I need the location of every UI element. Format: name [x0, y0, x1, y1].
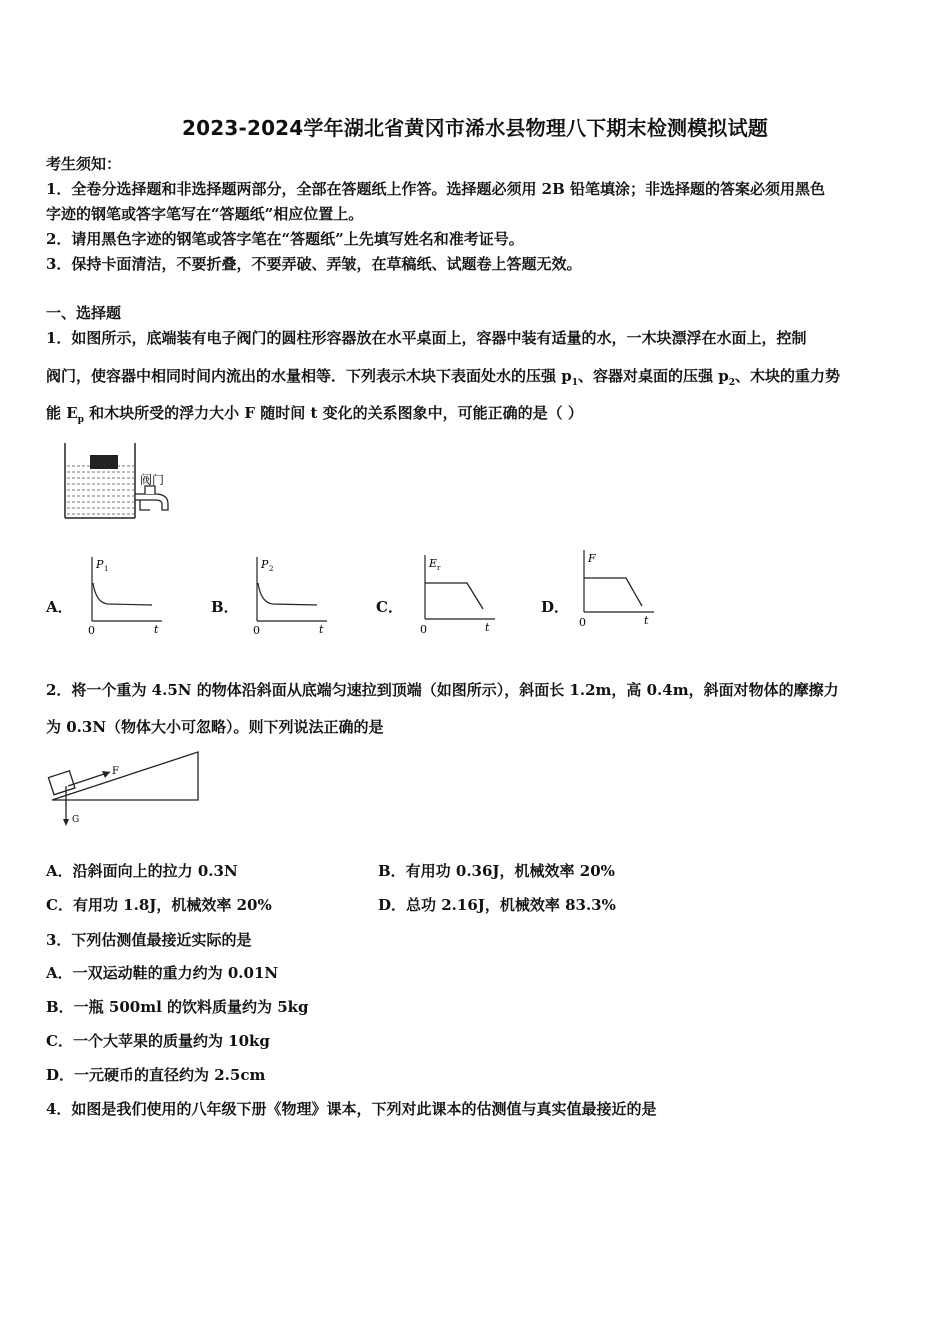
page-title: 2023-2024学年湖北省黄冈市浠水县物理八下期末检测模拟试题 [181, 116, 769, 140]
graph-a-ylabel: P [96, 558, 104, 571]
wood-block [90, 455, 118, 469]
graph-c-ylabel: E [429, 557, 438, 570]
q1-option-a-label: A． [46, 598, 73, 616]
incline-figure [44, 748, 209, 830]
graph-a [82, 555, 172, 637]
q1-line-1: 1．如图所示，底端装有电子阀门的圆柱形容器放在水平桌面上，容器中装有适量的水，一木块漂浮在水面上，控制 [46, 329, 807, 347]
valve-label: 阀门 [140, 473, 165, 487]
graph-d [574, 548, 664, 632]
graph-a-origin: 0 [88, 624, 95, 637]
graph-b-curve [258, 583, 317, 605]
graph-b [247, 555, 337, 637]
q2-option-d: D．总功 2.16J，机械效率 83.3% [378, 896, 616, 914]
q1-option-b-label: B． [211, 598, 239, 616]
graph-a-xlabel: t [154, 623, 159, 636]
q1-line-3: 能 $E_p$ 和木块所受的浮力大小 F 随时间 t 变化的关系图象中，可能正确的是（ ） [46, 404, 583, 425]
incline [52, 752, 198, 800]
graph-a-ysub: 1 [104, 565, 109, 573]
graph-c-xlabel: t [485, 621, 490, 634]
graph-b-ylabel: P [261, 558, 269, 571]
block [48, 771, 74, 795]
notice-line-3: 3．保持卡面清洁，不要折叠，不要弄破、弄皱，在草稿纸、试题卷上答题无效。 [46, 255, 582, 273]
force-label: F [112, 766, 119, 777]
notice-heading: 考生须知： [46, 155, 122, 173]
q2-option-c: C．有用功 1.8J，机械效率 20% [46, 896, 272, 914]
q4-stem: 4．如图是我们使用的八年级下册《物理》课本，下列对此课本的估测值与真实值最接近的是 [46, 1100, 657, 1118]
graph-d-origin: 0 [579, 616, 586, 629]
q3-option-c: C．一个大苹果的质量约为 10kg [46, 1032, 270, 1050]
graph-b-xlabel: t [319, 623, 324, 636]
graph-b-ysub: 2 [269, 565, 274, 573]
gravity-arrowhead [63, 819, 69, 826]
q3-option-a: A．一双运动鞋的重力约为 0.01N [46, 964, 279, 982]
q1-option-d-label: D． [541, 598, 570, 616]
graph-c-ysub: r [437, 564, 441, 572]
graph-d-line [584, 578, 642, 606]
graph-b-origin: 0 [253, 624, 260, 637]
q1-line-2: 阀门，使容器中相同时间内流出的水量相等．下列表示木块下表面处水的压强 $p_1$、容器对桌面的压强 $p_2$、木块的重力势 [46, 367, 840, 388]
q2-line-2: 为 0.3N（物体大小可忽略）。则下列说法正确的是 [46, 718, 384, 736]
q2-line-1: 2．将一个重为 4.5N 的物体沿斜面从底端匀速拉到顶端（如图所示），斜面长 1.2m，高 0.4m，斜面对物体的摩擦力 [46, 681, 839, 699]
notice-line-1a: 1．全卷分选择题和非选择题两部分，全部在答题纸上作答。选择题必须用 2B 铅笔填涂；非选择题的答案必须用黑色 [46, 180, 826, 198]
graph-d-ylabel: F [588, 552, 596, 565]
valve [135, 486, 168, 510]
q3-option-d: D．一元硬币的直径约为 2.5cm [46, 1066, 266, 1084]
graph-c [413, 553, 503, 637]
section-heading: 一、选择题 [46, 304, 122, 322]
q2-option-a: A．沿斜面向上的拉力 0.3N [46, 862, 238, 880]
q2-option-b: B．有用功 0.36J，机械效率 20% [378, 862, 615, 880]
notice-line-1b: 字迹的钢笔或答字笔写在“答题纸”相应位置上。 [46, 205, 364, 223]
graph-c-line [425, 583, 483, 609]
graph-d-xlabel: t [644, 614, 649, 627]
q1-option-c-label: C． [376, 598, 403, 616]
q3-option-b: B．一瓶 500ml 的饮料质量约为 5kg [46, 998, 309, 1016]
gravity-label: G [72, 815, 80, 825]
graph-a-curve [93, 583, 152, 605]
graph-c-origin: 0 [420, 623, 427, 636]
container-figure [60, 438, 180, 524]
notice-line-2: 2．请用黑色字迹的钢笔或答字笔在“答题纸”上先填写姓名和准考证号。 [46, 230, 524, 248]
q3-stem: 3．下列估测值最接近实际的是 [46, 931, 252, 949]
